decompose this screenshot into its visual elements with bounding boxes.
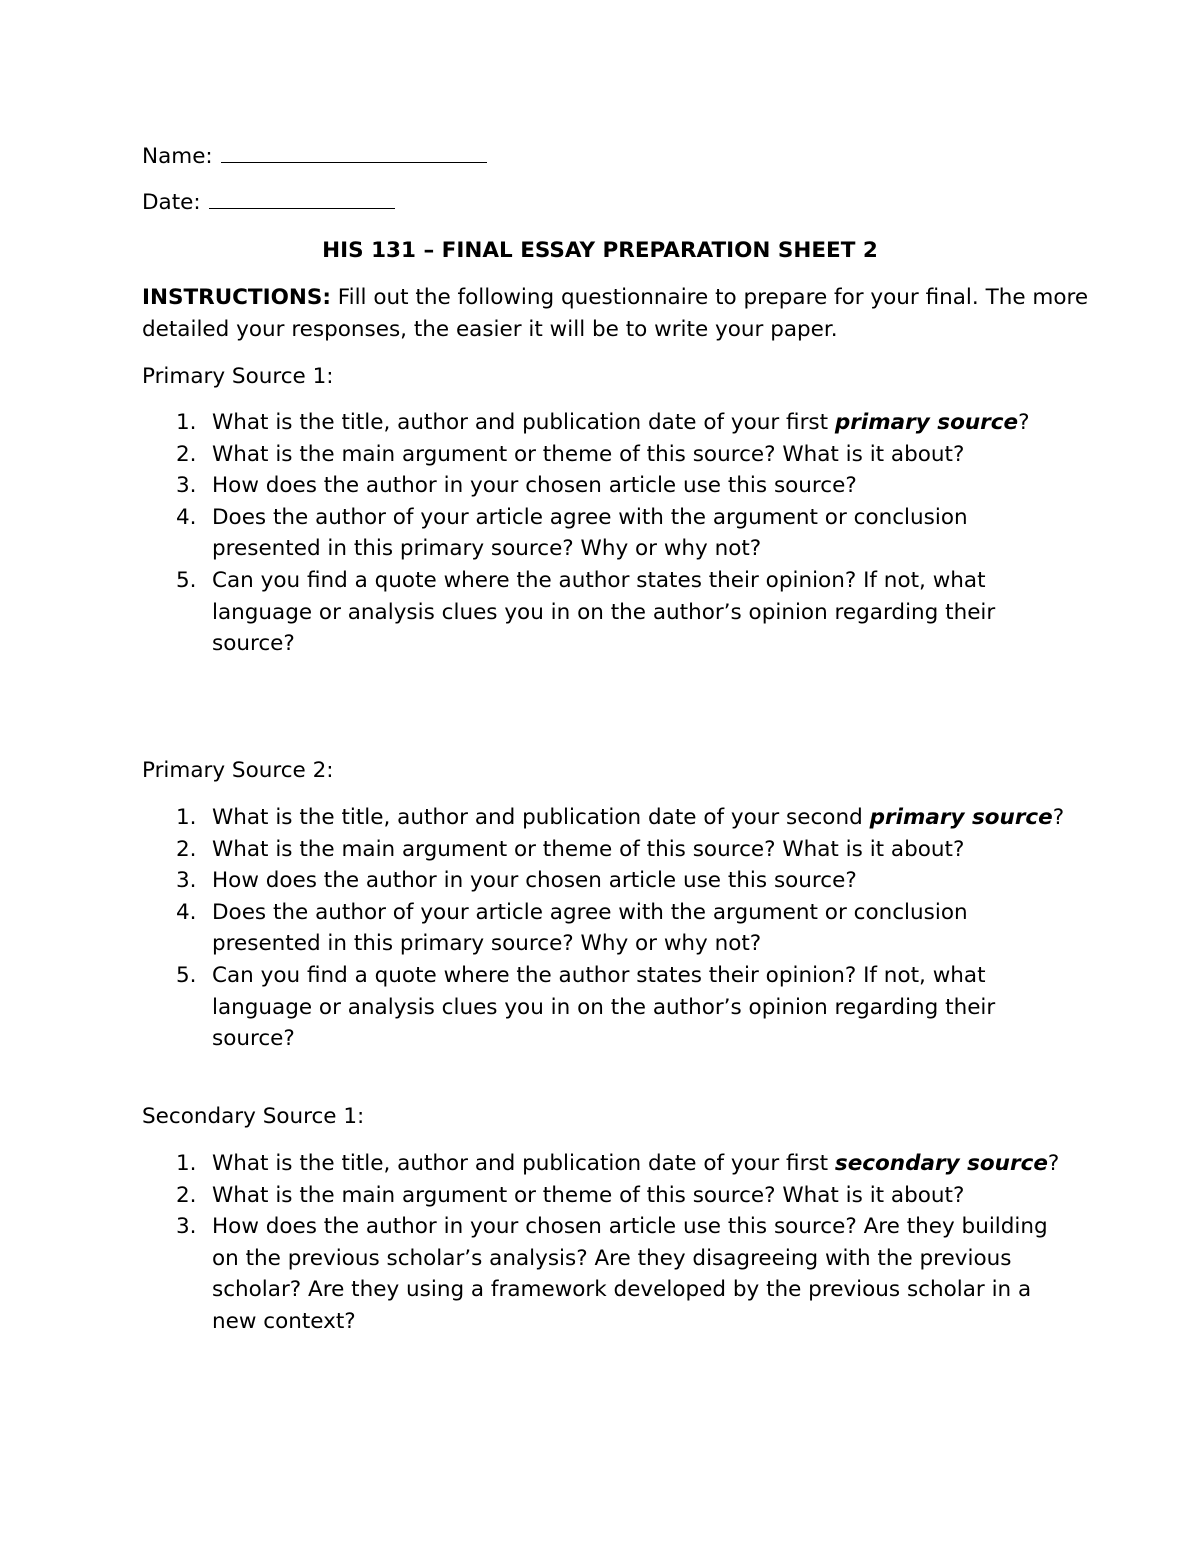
instructions-paragraph (142, 282, 1102, 346)
page-title: HIS 131 – FINAL ESSAY PREPARATION SHEET 2 (322, 238, 878, 263)
list-item: 1. What is the title, author and publication date of your first primary source? (176, 410, 1030, 435)
question-list-primary-1 (142, 407, 1072, 660)
list-item: 2. What is the main argument or theme of this source? What is it about? (176, 441, 965, 467)
list-item: 1. What is the title, author and publication date of your second primary source? (176, 805, 1065, 830)
list-item: 5. Can you find a quote where the author states their opinion? If not, what language or analysis clues you in on the author’s opinion regarding their source? (176, 962, 996, 1052)
question-list-secondary-1 (142, 1148, 1072, 1338)
list-item: 2. What is the main argument or theme of this source? What is it about? (176, 1182, 965, 1208)
date-blank[interactable] (209, 186, 395, 209)
instructions-label: INSTRUCTIONS: (142, 285, 331, 310)
list-item: 4. Does the author of your article agree with the argument or conclusion presented in this primary source? Why or why not? (176, 504, 968, 562)
list-item: 4. Does the author of your article agree with the argument or conclusion presented in this primary source? Why or why not? (176, 899, 968, 957)
question-list-primary-2 (142, 802, 1072, 1055)
name-label: Name: (142, 144, 213, 169)
name-blank[interactable] (221, 140, 487, 163)
list-item: 5. Can you find a quote where the author states their opinion? If not, what language or analysis clues you in on the author’s opinion regarding their source? (176, 567, 996, 657)
section-heading-primary-2: Primary Source 2: (142, 758, 334, 783)
list-item: 1. What is the title, author and publication date of your first secondary source? (176, 1151, 1060, 1176)
date-label: Date: (142, 190, 201, 215)
list-item: 3. How does the author in your chosen article use this source? (176, 473, 857, 499)
section-heading-primary-1: Primary Source 1: (142, 364, 334, 389)
name-line (142, 140, 487, 173)
date-line (142, 186, 395, 219)
list-item: 2. What is the main argument or theme of this source? What is it about? (176, 836, 965, 862)
instructions-text: Fill out the following questionnaire to prepare for your final. The more detailed your responses, the easier it will be to write your paper. (142, 285, 1089, 342)
section-heading-secondary-1: Secondary Source 1: (142, 1104, 365, 1129)
list-item: 3. How does the author in your chosen article use this source? Are they building on the previous scholar’s analysis? Are they disagreeing with the previous scholar? Are they using a framework developed by the previous scholar in a new context? (176, 1214, 1048, 1334)
list-item: 3. How does the author in your chosen article use this source? (176, 868, 857, 894)
